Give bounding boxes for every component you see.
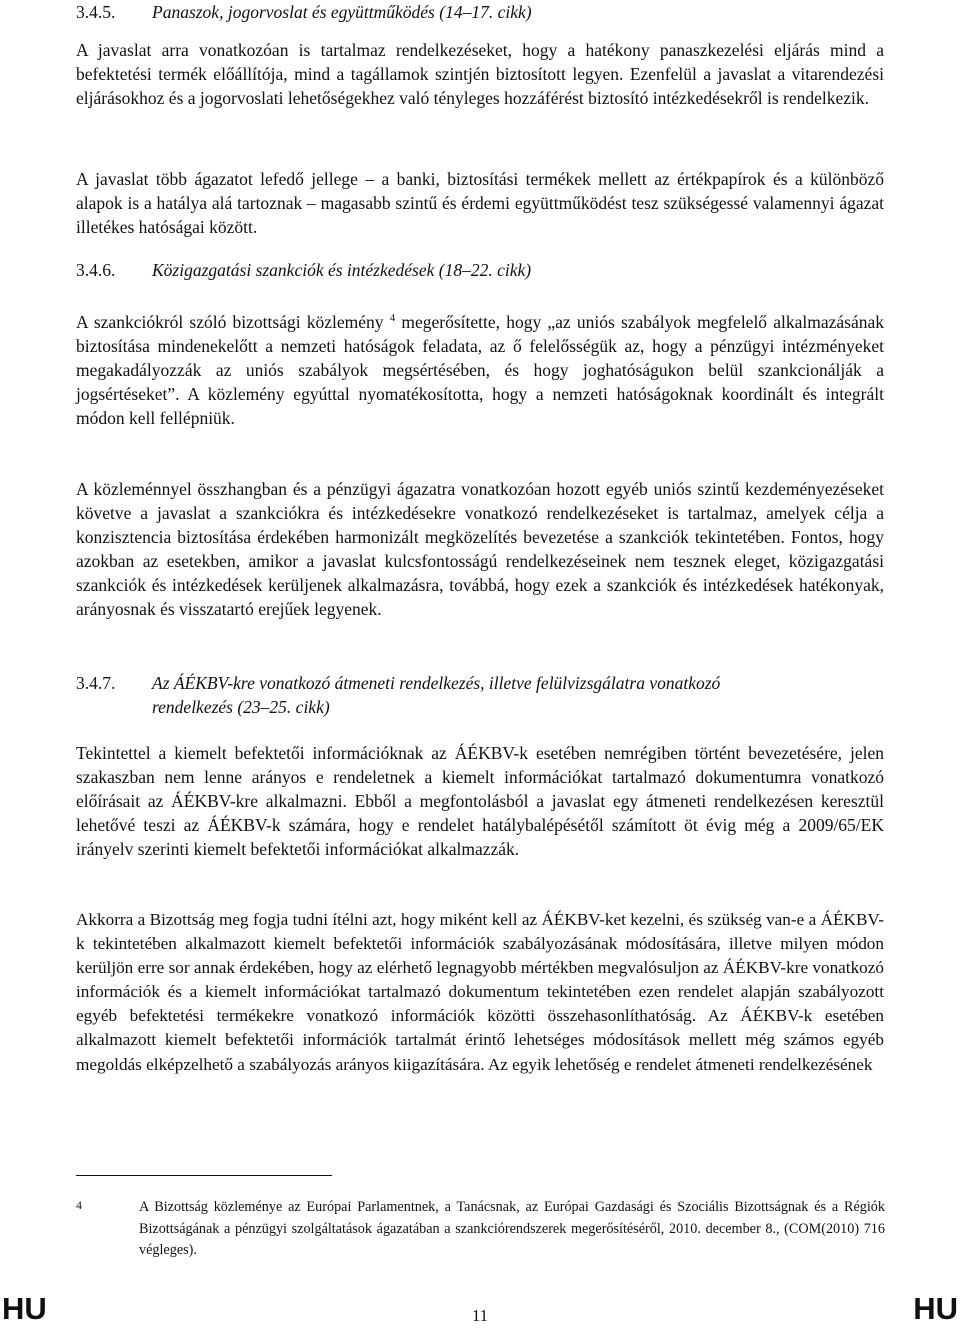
paragraph-text: A szankciókról szóló bizottsági közlemény <box>76 311 384 332</box>
language-code-left: HU <box>2 1291 47 1326</box>
section-title: Közigazgatási szankciók és intézkedések (18–22. cikk) <box>152 260 532 280</box>
footnote-reference[interactable]: 4 <box>389 312 396 324</box>
section-heading-3-4-6 <box>76 258 531 282</box>
footnote-separator <box>76 1175 332 1176</box>
language-code-right: HU <box>913 1291 958 1326</box>
section-title <box>152 671 884 719</box>
section-heading-3-4-5 <box>76 0 532 24</box>
paragraph: A közleménnyel összhangban és a pénzügyi ágazatra vonatkozóan hozott egyéb uniós szintű kezdeményezéseket követve a javaslat a szankciókra és intézkedésekre vonatkozó rendelkezéseket is tartalmaz, amelyek célja a konzisztencia biztosítása érdekében harmonizált megközelítés bevezetése a szankciók tekintetében. Fontos, hogy azokban az esetekben, amikor a javaslat kulcsfontosságú rendelkezéseinek nem tesznek eleget, közigazgatási szankciók és intézkedések kerüljenek alkalmazásra, továbbá, hogy ezek a szankciók és intézkedések hatékonyak, arányosnak és visszatartó erejűek legyenek. <box>76 479 884 620</box>
section-title-line: Az ÁÉKBV-kre vonatkozó átmeneti rendelkezés, illetve felülvizsgálatra vonatkozó <box>152 673 721 693</box>
page-number: 11 <box>471 1306 489 1325</box>
paragraph: A javaslat több ágazatot lefedő jellege – a banki, biztosítási termékek mellett az értékpapírok és a különböző alapok is a hatálya alá tartoznak – magasabb szintű és érdemi együttműködést tesz szükségessé valamennyi ágazat illetékes hatóságai között. <box>76 169 884 238</box>
footnote-number: 4 <box>76 1198 82 1212</box>
paragraph: Tekintettel a kiemelt befektetői információknak az ÁÉKBV-k esetében nemrégiben történt bevezetésére, jelen szakaszban nem lenne arányos e rendeletnek a kiemelt információkat tartalmazó dokumentumra vonatkozó előírásait az ÁÉKBV-kre alkalmazni. Ebből a megfontolásból a javaslat egy átmeneti rendelkezésen keresztül lehetővé teszi az ÁÉKBV-k számára, hogy e rendelet hatálybalépésétől számított öt évig még a 2009/65/EK irányelv szerinti kiemelt befektetői információkat alkalmazzák. <box>76 743 884 860</box>
footnote-text: A Bizottság közleménye az Európai Parlamentnek, a Tanácsnak, az Európai Gazdasági és Szociális Bizottságnak és a Régiók Bizottságának a pénzügyi szolgáltatások ágazatában a szankciórendszerek megerősítéséről, 2010. december 8., (COM(2010) 716 végleges). <box>139 1199 885 1258</box>
section-number: 3.4.5. <box>76 2 116 22</box>
paragraph-text: megerősítette, hogy „az uniós szabályok megfelelő alkalmazásának biztosítása mindenekelőtt a nemzeti hatóságok feladata, az ő felelősségük az, hogy a pénzügyi intézményeket megakadályozzák az uniós szabályok megsértésében, és hogy joghatóságukon belül szankcionálják a jogsértéseket”. A közlemény egyúttal nyomatékosította, hogy a nemzeti hatóságoknak koordinált és integrált módon kell fellépniük. <box>76 311 884 429</box>
paragraph: A javaslat arra vonatkozóan is tartalmaz rendelkezéseket, hogy a hatékony panaszkezelési eljárás mind a befektetési termék előállítója, mind a tagállamok szintjén biztosított legyen. Ezenfelül a javaslat a vitarendezési eljárásokhoz és a jogorvoslati lehetőségekhez való tényleges hozzáférést biztosító intézkedésekről is rendelkezik. <box>76 40 884 109</box>
section-number: 3.4.7. <box>76 673 116 693</box>
paragraph: Akkorra a Bizottság meg fogja tudni ítélni azt, hogy miként kell az ÁÉKBV-ket kezelni, és szükség van-e a ÁÉKBV-k tekintetében alkalmazott kiemelt befektetői információk szabályozásának módosítására, illetve milyen módon kerüljön erre sor annak érdekében, hogy az elérhető legnagyobb mértékben megvalósuljon az ÁÉKBV-kre vonatkozó információk és a kiemelt információkat tartalmazó dokumentum tekintetében ezen rendelet alapján szabályozott egyéb befektetési termékekre vonatkozó információk közötti összehasonlíthatóság. Az ÁÉKBV-k esetében alkalmazott kiemelt befektetői információk tartalmát érintő lehetséges módosítások mellett még számos egyéb megoldás elképzelhető a szabályozás arányos kiigazítására. Az egyik lehetőség e rendelet átmeneti rendelkezésének <box>76 910 884 1074</box>
section-title: Panaszok, jogorvoslat és együttműködés (14–17. cikk) <box>152 2 532 22</box>
section-heading-3-4-7 <box>76 671 884 719</box>
section-number: 3.4.6. <box>76 260 116 280</box>
section-title-line: rendelkezés (23–25. cikk) <box>152 697 330 717</box>
paragraph <box>76 306 884 430</box>
